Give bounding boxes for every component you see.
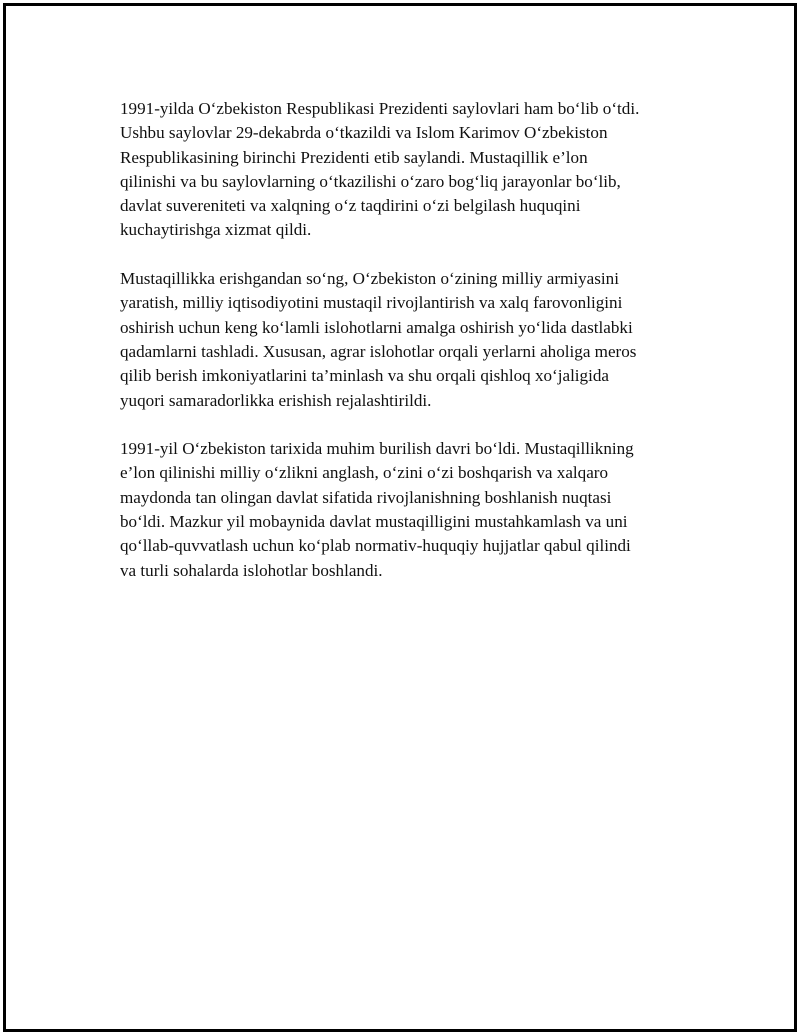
text-line: maydonda tan olingan davlat sifatida rivojlanishning boshlanish nuqtasi bbox=[120, 487, 612, 507]
text-line: qilinishi va bu saylovlarning o‘tkazilishi o‘zaro bog‘liq jarayonlar bo‘lib, bbox=[120, 171, 621, 191]
text-line: yaratish, milliy iqtisodiyotini mustaqil rivojlantirish va xalq farovonligini bbox=[120, 293, 623, 313]
paragraph-3 bbox=[120, 437, 690, 583]
text-line: 1991-yilda O‘zbekiston Respublikasi Prezidenti saylovlari ham bo‘lib o‘tdi. bbox=[120, 99, 640, 118]
text-line: e’lon qilinishi milliy o‘zlikni anglash, o‘zini o‘zi boshqarish va xalqaro bbox=[120, 463, 609, 483]
document-body bbox=[120, 97, 690, 607]
text-line: va turli sohalarda islohotlar boshlandi. bbox=[120, 560, 383, 580]
text-line: qilib berish imkoniyatlarini ta’minlash va shu orqali qishloq xo‘jaligida bbox=[120, 366, 609, 386]
text-line: davlat suvereniteti va xalqning o‘z taqdirini o‘zi belgilash huquqini bbox=[120, 196, 581, 216]
text-line: kuchaytirishga xizmat qildi. bbox=[120, 220, 312, 240]
text-line: yuqori samaradorlikka erishish rejalashtirildi. bbox=[120, 390, 432, 410]
text-line: 1991-yil O‘zbekiston tarixida muhim burilish davri bo‘ldi. Mustaqillikning bbox=[120, 439, 634, 459]
paragraph-2 bbox=[120, 267, 690, 413]
text-line: Mustaqillikka erishgandan so‘ng, O‘zbekiston o‘zining milliy armiyasini bbox=[120, 269, 619, 289]
text-line: oshirish uchun keng ko‘lamli islohotlarni amalga oshirish yo‘lida dastlabki bbox=[120, 317, 633, 337]
text-line: Respublikasining birinchi Prezidenti etib saylandi. Mustaqillik e’lon bbox=[120, 147, 588, 167]
text-line: qo‘llab-quvvatlash uchun ko‘plab normativ-huquqiy hujjatlar qabul qilindi bbox=[120, 536, 631, 556]
page-frame bbox=[3, 3, 797, 1032]
text-line: bo‘ldi. Mazkur yil mobaynida davlat mustaqilligini mustahkamlash va uni bbox=[120, 512, 628, 532]
paragraph-1 bbox=[120, 97, 690, 243]
text-line: qadamlarni tashladi. Xususan, agrar islohotlar orqali yerlarni aholiga meros bbox=[120, 341, 637, 361]
text-line: Ushbu saylovlar 29-dekabrda o‘tkazildi va Islom Karimov O‘zbekiston bbox=[120, 123, 608, 143]
